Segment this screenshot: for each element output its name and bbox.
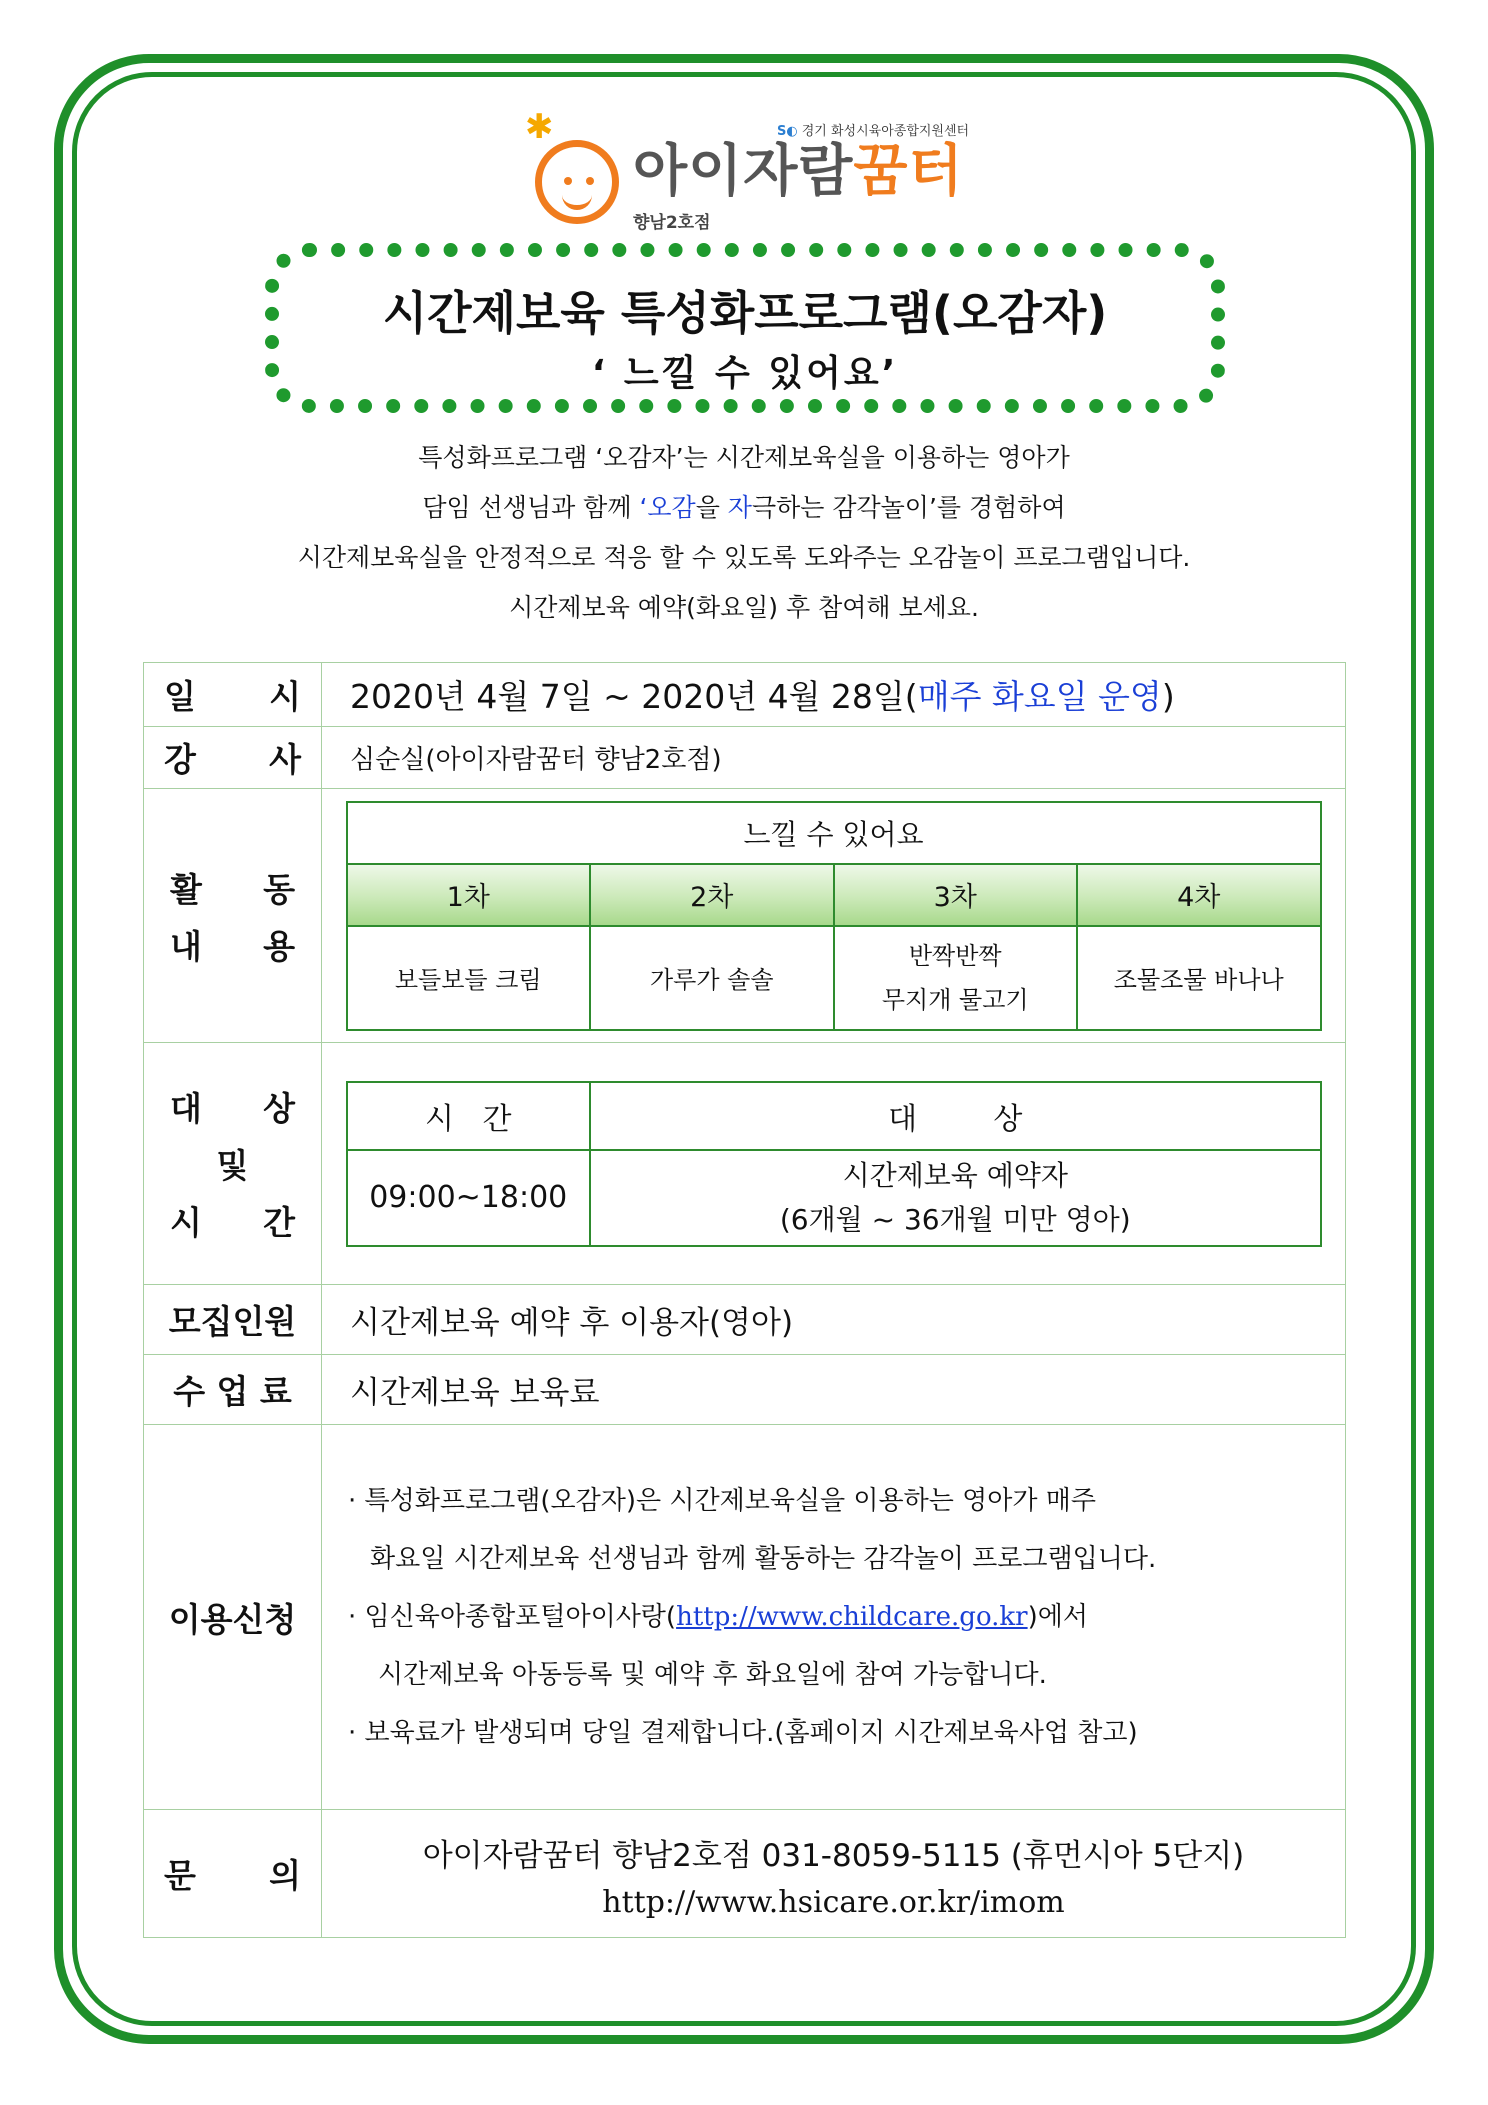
- apply-bullet-cont: 시간제보육 아동등록 및 예약 후 화요일에 참여 가능합니다.: [378, 1660, 1047, 1690]
- teacher-value: 심순실(아이자람꿈터 향남2호점): [322, 727, 1346, 789]
- branch-name: 향남2호점: [633, 213, 711, 233]
- target-cell: [322, 1043, 1346, 1285]
- activity-item-2: 가루가 솔솔: [590, 926, 834, 1030]
- intro-line: 담임 선생님과 함께 ‘오감을 자극하는 감각놀이’를 경험하여: [422, 493, 1066, 522]
- apply-bullet: · 임신육아종합포털아이사랑(http://www.childcare.go.kr)에서: [348, 1602, 1088, 1632]
- activity-label: 활 동 내 용: [144, 789, 322, 1043]
- contact-row: [144, 1810, 1346, 1938]
- intro-line: 시간제보육실을 안정적으로 적응 할 수 있도록 도와주는 오감놀이 프로그램입니다.: [297, 543, 1191, 572]
- session-1: 1차: [347, 864, 591, 926]
- recruit-row: [144, 1285, 1346, 1355]
- session-2: 2차: [590, 864, 834, 926]
- session-3: 3차: [834, 864, 1078, 926]
- child-face-icon: [535, 140, 619, 224]
- title-box: [265, 243, 1225, 413]
- activity-item-1: 보들보들 크림: [347, 926, 591, 1030]
- contact-label: 문 의: [144, 1810, 322, 1938]
- intro-line: 특성화프로그램 ‘오감자’는 시간제보육실을 이용하는 영아가: [418, 443, 1070, 472]
- teacher-row: [144, 727, 1346, 789]
- center-mark-icon: S◐: [777, 124, 798, 139]
- fee-row: [144, 1355, 1346, 1425]
- contact-value: [322, 1810, 1346, 1938]
- parent-center-name: S◐ 경기 화성시육아종합지원센터: [777, 124, 970, 139]
- center-logo: [525, 107, 970, 233]
- target-label: 대 상 및 시 간: [144, 1043, 322, 1285]
- fee-value: 시간제보육 보육료: [322, 1355, 1346, 1425]
- contact-url-link[interactable]: http://www.hsicare.or.kr/imom: [602, 1885, 1065, 1920]
- apply-bullet: · 보육료가 발생되며 당일 결제합니다.(홈페이지 시간제보육사업 참고): [348, 1718, 1138, 1748]
- star-icon: ✱: [525, 107, 554, 147]
- date-value: 2020년 4월 7일 ~ 2020년 4월 28일(매주 화요일 운영): [322, 663, 1346, 727]
- target-header: 대 상: [590, 1082, 1321, 1150]
- program-subtitle: ‘ 느낄 수 있어요’: [591, 353, 899, 394]
- recruit-value: 시간제보육 예약 후 이용자(영아): [322, 1285, 1346, 1355]
- apply-row: [144, 1425, 1346, 1810]
- activity-header: 느낄 수 있어요: [347, 802, 1321, 864]
- fee-label: 수 업 료: [144, 1355, 322, 1425]
- brand-name: 아이자람꿈터: [633, 139, 964, 204]
- program-info-table: [143, 662, 1346, 1938]
- activity-row: [144, 789, 1346, 1043]
- target-table: [346, 1081, 1322, 1247]
- apply-bullet-cont: 화요일 시간제보육 선생님과 함께 활동하는 감각놀이 프로그램입니다.: [370, 1544, 1157, 1574]
- time-header: 시 간: [347, 1082, 591, 1150]
- apply-label: 이용신청: [144, 1425, 322, 1810]
- teacher-label: 강 사: [144, 727, 322, 789]
- time-value: 09:00~18:00: [347, 1150, 591, 1246]
- date-row: [144, 663, 1346, 727]
- childcare-portal-link[interactable]: http://www.childcare.go.kr: [676, 1602, 1028, 1632]
- intro-line: 시간제보육 예약(화요일) 후 참여해 보세요.: [509, 593, 979, 622]
- apply-bullet: · 특성화프로그램(오감자)은 시간제보육실을 이용하는 영아가 매주: [348, 1486, 1097, 1516]
- target-row: [144, 1043, 1346, 1285]
- target-value: 시간제보육 예약자 (6개월 ~ 36개월 미만 영아): [590, 1150, 1321, 1246]
- activity-cell: [322, 789, 1346, 1043]
- recruit-label: 모집인원: [144, 1285, 322, 1355]
- apply-value: [322, 1425, 1346, 1810]
- activity-table: [346, 801, 1322, 1031]
- session-4: 4차: [1077, 864, 1321, 926]
- contact-phone: 아이자람꿈터 향남2호점 031-8059-5115 (휴먼시아 5단지): [422, 1838, 1245, 1874]
- program-title: 시간제보육 특성화프로그램(오감자): [382, 286, 1108, 340]
- intro-paragraph: [160, 433, 1328, 633]
- activity-item-3: 반짝반짝 무지개 물고기: [834, 926, 1078, 1030]
- activity-item-4: 조물조물 바나나: [1077, 926, 1321, 1030]
- date-label: 일 시: [144, 663, 322, 727]
